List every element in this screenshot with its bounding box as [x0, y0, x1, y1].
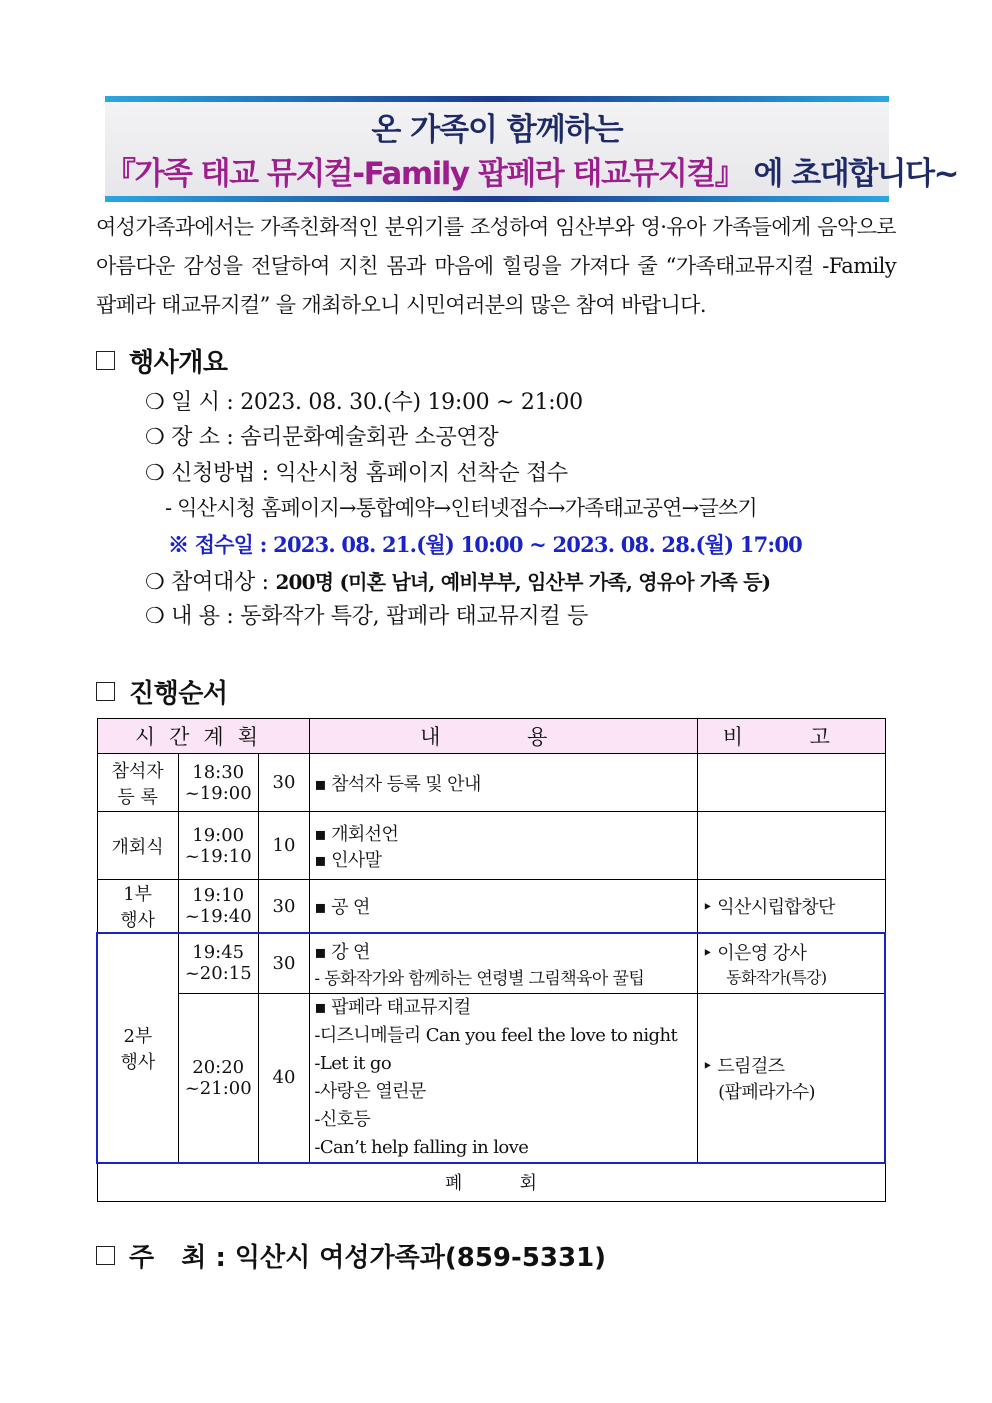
host-value: 익산시 여성가족과(859-5331) — [234, 1243, 607, 1273]
row-minutes: 40 — [258, 993, 310, 1163]
participants — [145, 565, 770, 596]
host-label: 주 최 : — [129, 1243, 235, 1273]
row-name: 참석자 등 록 — [97, 754, 178, 812]
row-content: ▪ 참석자 등록 및 안내 — [310, 754, 698, 812]
row-time: 18:30 ~19:00 — [178, 754, 258, 812]
row-name: 2부 행사 — [97, 933, 178, 1163]
row-minutes: 30 — [258, 754, 310, 812]
table-row — [97, 754, 885, 812]
table-row — [97, 812, 885, 880]
row-time: 19:00 ~19:10 — [178, 812, 258, 880]
row-minutes: 10 — [258, 812, 310, 880]
event-place: ❍ 장 소 : 솜리문화예술회관 소공연장 — [145, 425, 499, 450]
row-note — [698, 754, 885, 812]
checkbox-square-icon — [96, 1246, 115, 1265]
row-time: 19:10 ~19:40 — [178, 880, 258, 934]
intro-paragraph: 여성가족과에서는 가족친화적인 분위기를 조성하여 임산부와 영·유아 가족들에게 음악으로 아름다운 감성을 전달하여 지친 몸과 마음에 힐링을 가져다 줄 “가족태교뮤지컬 -Family 팝페라 태교뮤지컬” 을 개최하오니 시민여러분의 많은 참여 바랍니다. — [96, 215, 896, 317]
event-content: ❍ 내 용 : 동화작가 특강, 팝페라 태교뮤지컬 등 — [145, 604, 588, 629]
row-name: 1부 행사 — [97, 880, 178, 934]
row-content: ▪ 공 연 — [310, 880, 698, 934]
row-note: ‣ 드림걸즈 (팝페라가수) — [698, 993, 885, 1163]
row-minutes: 30 — [258, 933, 310, 993]
title-rest: 에 초대합니다~ — [744, 156, 959, 192]
row-content: ▪ 팝페라 태교뮤지컬 -디즈니메들리 Can you feel the love to night -Let it go -사랑은 열린문 -신호등 -Can’t help falling in love — [310, 993, 698, 1163]
row-name: 개회식 — [97, 812, 178, 880]
row-content: ▪ 강 연 - 동화작가와 함께하는 연령별 그림책육아 꿀팁 — [310, 933, 698, 993]
overview-heading-text: 행사개요 — [129, 348, 228, 378]
title-highlight: 『가족 태교 뮤지컬-Family 팝페라 태교뮤지컬』 — [105, 156, 745, 192]
schedule-heading-text: 진행순서 — [129, 679, 228, 709]
receipt-period: ※ 접수일 : 2023. 08. 21.(월) 10:00 ~ 2023. 08. 28.(월) 17:00 — [168, 532, 802, 557]
checkbox-square-icon — [96, 351, 115, 370]
row-time: 19:45 ~20:15 — [178, 933, 258, 993]
title-line-1: 온 가족이 함께하는 — [371, 112, 623, 148]
closing-cell: 폐 회 — [97, 1163, 885, 1201]
title-banner — [105, 96, 959, 202]
row-note: ‣ 익산시립합창단 — [698, 880, 885, 934]
participants-label: ❍ 참여대상 : — [145, 570, 276, 595]
table-row — [97, 933, 885, 993]
row-time: 20:20 ~21:00 — [178, 993, 258, 1163]
header-note: 비 고 — [698, 719, 885, 754]
header-time: 시간계획 — [97, 719, 310, 754]
apply-path: - 익산시청 홈페이지→통합예약→인터넷접수→가족태교공연→글쓰기 — [165, 496, 757, 520]
schedule-table — [96, 718, 886, 1202]
closing-row — [97, 1163, 885, 1201]
participants-value: 200명 (미혼 남녀, 예비부부, 임산부 가족, 영유아 가족 등) — [275, 570, 771, 594]
banner-top-bar — [105, 96, 889, 102]
table-header-row — [97, 719, 885, 754]
row-note — [698, 812, 885, 880]
table-row — [97, 880, 885, 934]
apply-method: ❍ 신청방법 : 익산시청 홈페이지 선착순 접수 — [145, 461, 568, 486]
row-content: ▪ 개회선언 ▪ 인사말 — [310, 812, 698, 880]
title-line-2 — [105, 148, 959, 193]
header-content: 내 용 — [310, 719, 698, 754]
row-note: ‣ 이은영 강사 동화작가(특강) — [698, 933, 885, 993]
checkbox-square-icon — [96, 682, 115, 701]
banner-bottom-bar — [105, 196, 889, 202]
overview-heading — [96, 342, 227, 379]
table-row — [97, 993, 885, 1163]
host-line — [96, 1237, 606, 1274]
row-minutes: 30 — [258, 880, 310, 934]
event-date: ❍ 일 시 : 2023. 08. 30.(수) 19:00 ~ 21:00 — [145, 390, 583, 415]
schedule-heading — [96, 673, 227, 710]
